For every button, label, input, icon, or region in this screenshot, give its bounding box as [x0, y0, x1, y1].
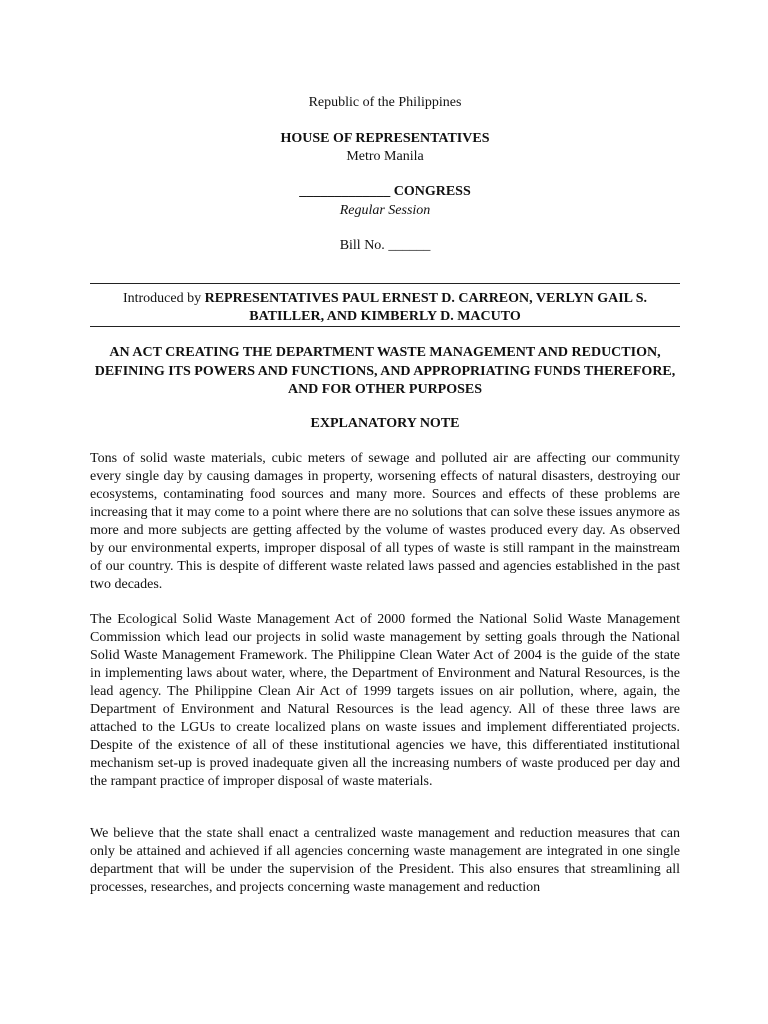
session-line: Regular Session — [339, 203, 431, 218]
paragraph-2: The Ecological Solid Waste Management Act of 2000 formed the National Solid Waste Management Commission which lead our projects in solid waste management by setting goals through the National Solid Waste Management Framework. The Philippine Clean Water Act of 2004 is the guide of the state in implementing laws about water, where, the Department of Environment and Natural Resources, is the lead agency. The Philippine Clean Air Act of 1999 targets issues on air pollution, where, again, the Department of Environment and Natural Resources is the lead agency. All of these three laws are attached to the LGUs to create localized plans on waste issues and implement differentiated projects. Despite of the existence of all of these institutional agencies we have, this differentiated institutional mechanism set-up is proved inadequate given all the increasing numbers of waste produced per day and the rampant practice of improper disposal of waste materials. — [90, 612, 680, 789]
act-title: AN ACT CREATING THE DEPARTMENT WASTE MANAGEMENT AND REDUCTION, DEFINING ITS POWERS AND FUNCTIONS, AND APPROPRIATING FUNDS THEREFORE, AND FOR OTHER PURPOSES — [94, 345, 676, 397]
bottom-divider — [90, 326, 680, 327]
introduced-by — [90, 290, 680, 326]
introduced-prefix: Introduced by — [122, 291, 202, 306]
authors: REPRESENTATIVES PAUL ERNEST D. CARREON, VERLYN GAIL S. BATILLER, AND KIMBERLY D. MACUTO — [204, 291, 648, 324]
bill-number-line — [90, 237, 680, 255]
congress-line — [90, 183, 680, 201]
paragraph-3: We believe that the state shall enact a centralized waste management and reduction measures that can only be attained and achieved if all agencies concerning waste management are integrated in one single department that will be under the supervision of the President. This also ensures that streamlining all processes, researches, and projects concerning waste management and reduction — [90, 826, 680, 895]
house-heading: HOUSE OF REPRESENTATIVES — [280, 131, 490, 146]
explanatory-heading: EXPLANATORY NOTE — [310, 416, 460, 431]
paragraph-1: Tons of solid waste materials, cubic meters of sewage and polluted air are affecting our community every single day by causing damages in property, worsening effects of natural disasters, destroying our ecosystems, contaminating food sources and many more. Sources and effects of these problems are increasing that it may come to a point where there are no solutions that can solve these issues anymore as more and more subjects are getting affected by the volume of wastes produced every day. As observed by our environmental experts, improper disposal of all types of waste is still rampant in the mainstream of our country. This is despite of different waste related laws passed and agencies established in the past two decades. — [90, 451, 680, 592]
congress-label: CONGRESS — [393, 184, 471, 199]
republic-line: Republic of the Philippines — [308, 95, 462, 110]
bill-blank: ______ — [388, 238, 431, 253]
top-divider — [90, 283, 680, 284]
bill-label: Bill No. — [339, 238, 385, 253]
document-page — [90, 0, 680, 1024]
congress-blank: _____________ — [299, 184, 391, 199]
location-line: Metro Manila — [346, 149, 424, 164]
